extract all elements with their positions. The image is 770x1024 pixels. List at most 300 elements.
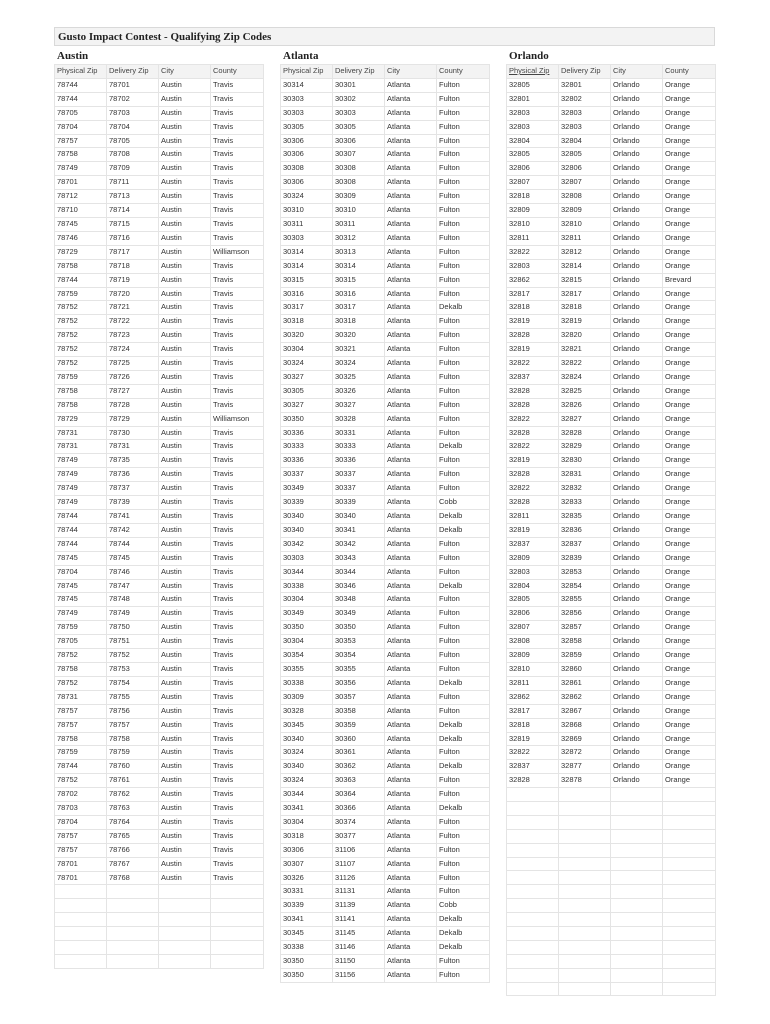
county-cell: Fulton [437, 885, 490, 899]
physical-zip-cell: 30350 [281, 412, 333, 426]
delivery-zip-cell: 32836 [559, 523, 611, 537]
physical-zip-cell: 32828 [507, 398, 559, 412]
delivery-zip-cell: 78762 [107, 788, 159, 802]
delivery-zip-cell: 30366 [333, 802, 385, 816]
county-cell: Orange [663, 607, 716, 621]
table-header-row [55, 65, 264, 79]
delivery-zip-cell: 30331 [333, 426, 385, 440]
county-cell: Travis [211, 315, 264, 329]
delivery-zip-cell: 32821 [559, 343, 611, 357]
city-cell: Atlanta [385, 843, 437, 857]
county-cell: Travis [211, 106, 264, 120]
table-row [55, 343, 264, 357]
physical-zip-cell: 78749 [55, 496, 107, 510]
city-cell: Austin [159, 607, 211, 621]
physical-zip-cell: 32801 [507, 92, 559, 106]
table-row [281, 579, 490, 593]
physical-zip-cell: 30328 [281, 704, 333, 718]
table-row [281, 565, 490, 579]
table-row [55, 815, 264, 829]
city-cell: Austin [159, 440, 211, 454]
delivery-zip-cell: 78728 [107, 398, 159, 412]
physical-zip-cell: 78744 [55, 92, 107, 106]
physical-zip-cell: 32837 [507, 760, 559, 774]
delivery-zip-cell: 31156 [333, 968, 385, 982]
delivery-zip-cell: 30327 [333, 398, 385, 412]
county-cell: Dekalb [437, 913, 490, 927]
city-cell: Atlanta [385, 343, 437, 357]
delivery-zip-cell: 30344 [333, 565, 385, 579]
table-row [281, 885, 490, 899]
table-row [281, 370, 490, 384]
county-cell: Orange [663, 315, 716, 329]
county-cell: Orange [663, 384, 716, 398]
header-county: County [437, 65, 490, 79]
delivery-zip-cell: 78747 [107, 579, 159, 593]
city-cell: Orlando [611, 231, 663, 245]
table-header-row [507, 65, 716, 79]
table-row [281, 537, 490, 551]
table-row [507, 732, 716, 746]
empty-cell [507, 843, 559, 857]
county-cell: Travis [211, 690, 264, 704]
city-cell: Orlando [611, 134, 663, 148]
physical-zip-cell: 30317 [281, 301, 333, 315]
city-cell: Atlanta [385, 955, 437, 969]
table-row [281, 802, 490, 816]
county-cell: Orange [663, 565, 716, 579]
physical-zip-cell: 30340 [281, 523, 333, 537]
table-row [281, 510, 490, 524]
delivery-zip-cell: 78767 [107, 857, 159, 871]
delivery-zip-cell: 78757 [107, 718, 159, 732]
delivery-zip-cell: 31150 [333, 955, 385, 969]
empty-row [507, 857, 716, 871]
table-row [507, 176, 716, 190]
city-cell: Austin [159, 496, 211, 510]
city-cell: Atlanta [385, 523, 437, 537]
physical-zip-cell: 30316 [281, 287, 333, 301]
physical-zip-cell: 78752 [55, 357, 107, 371]
physical-zip-cell: 32828 [507, 426, 559, 440]
table-row [281, 204, 490, 218]
county-cell: Dekalb [437, 510, 490, 524]
county-cell: Fulton [437, 968, 490, 982]
empty-row [507, 885, 716, 899]
city-cell: Atlanta [385, 607, 437, 621]
physical-zip-cell: 78729 [55, 412, 107, 426]
county-cell: Travis [211, 788, 264, 802]
empty-cell [663, 968, 716, 982]
delivery-zip-cell: 32832 [559, 482, 611, 496]
city-cell: Orlando [611, 412, 663, 426]
table-row [55, 802, 264, 816]
delivery-zip-cell: 78709 [107, 162, 159, 176]
table-row [507, 384, 716, 398]
table-row [507, 148, 716, 162]
county-cell: Dekalb [437, 732, 490, 746]
county-cell: Fulton [437, 829, 490, 843]
empty-cell [507, 899, 559, 913]
table-row [281, 871, 490, 885]
city-cell: Austin [159, 718, 211, 732]
physical-zip-cell: 30314 [281, 78, 333, 92]
delivery-zip-cell: 78752 [107, 649, 159, 663]
physical-zip-cell: 32822 [507, 746, 559, 760]
county-cell: Fulton [437, 162, 490, 176]
county-cell: Orange [663, 732, 716, 746]
physical-zip-cell: 30338 [281, 579, 333, 593]
city-cell: Orlando [611, 78, 663, 92]
county-cell: Fulton [437, 329, 490, 343]
city-cell: Orlando [611, 662, 663, 676]
empty-cell [611, 802, 663, 816]
table-row [55, 704, 264, 718]
table-row [55, 148, 264, 162]
county-cell: Fulton [437, 468, 490, 482]
delivery-zip-cell: 78731 [107, 440, 159, 454]
county-cell: Orange [663, 426, 716, 440]
physical-zip-cell: 78759 [55, 287, 107, 301]
county-cell: Travis [211, 746, 264, 760]
city-cell: Austin [159, 134, 211, 148]
delivery-zip-cell: 30314 [333, 259, 385, 273]
city-cell: Austin [159, 426, 211, 440]
empty-cell [107, 927, 159, 941]
empty-cell [211, 913, 264, 927]
physical-zip-cell: 32817 [507, 704, 559, 718]
county-cell: Travis [211, 176, 264, 190]
physical-zip-cell: 32806 [507, 607, 559, 621]
table-row [507, 718, 716, 732]
table-row [281, 217, 490, 231]
empty-cell [663, 982, 716, 996]
table-row [55, 593, 264, 607]
physical-zip-cell: 78757 [55, 829, 107, 843]
county-cell: Orange [663, 162, 716, 176]
physical-zip-cell: 30315 [281, 273, 333, 287]
county-cell: Fulton [437, 273, 490, 287]
delivery-zip-cell: 30359 [333, 718, 385, 732]
delivery-zip-cell: 32814 [559, 259, 611, 273]
physical-zip-cell: 30338 [281, 676, 333, 690]
table-row [281, 190, 490, 204]
physical-zip-cell: 78749 [55, 162, 107, 176]
delivery-zip-cell: 32824 [559, 370, 611, 384]
delivery-zip-cell: 32826 [559, 398, 611, 412]
delivery-zip-cell: 78759 [107, 746, 159, 760]
delivery-zip-cell: 31145 [333, 927, 385, 941]
empty-cell [611, 815, 663, 829]
physical-zip-cell: 30306 [281, 148, 333, 162]
table-row [507, 315, 716, 329]
physical-zip-cell: 32828 [507, 468, 559, 482]
empty-cell [507, 968, 559, 982]
county-cell: Fulton [437, 482, 490, 496]
delivery-zip-cell: 30325 [333, 370, 385, 384]
physical-zip-cell: 30349 [281, 607, 333, 621]
physical-zip-cell: 78744 [55, 510, 107, 524]
table-row [281, 162, 490, 176]
delivery-zip-cell: 78708 [107, 148, 159, 162]
county-cell: Orange [663, 287, 716, 301]
city-cell: Orlando [611, 510, 663, 524]
delivery-zip-cell: 78725 [107, 357, 159, 371]
table-row [507, 343, 716, 357]
delivery-zip-cell: 78751 [107, 635, 159, 649]
city-cell: Orlando [611, 635, 663, 649]
delivery-zip-cell: 78704 [107, 120, 159, 134]
table-row [281, 732, 490, 746]
delivery-zip-cell: 31107 [333, 857, 385, 871]
city-cell: Austin [159, 190, 211, 204]
delivery-zip-cell: 32868 [559, 718, 611, 732]
physical-zip-cell: 30337 [281, 468, 333, 482]
county-cell: Fulton [437, 621, 490, 635]
header-delivery-zip: Delivery Zip [333, 65, 385, 79]
delivery-zip-cell: 78737 [107, 482, 159, 496]
delivery-zip-cell: 31106 [333, 843, 385, 857]
empty-cell [559, 815, 611, 829]
table-row [507, 454, 716, 468]
city-cell: Atlanta [385, 760, 437, 774]
city-cell: Austin [159, 92, 211, 106]
city-cell: Austin [159, 468, 211, 482]
city-cell: Orlando [611, 482, 663, 496]
city-cell: Orlando [611, 551, 663, 565]
table-row [55, 635, 264, 649]
physical-zip-cell: 30303 [281, 231, 333, 245]
city-cell: Austin [159, 593, 211, 607]
section-title-austin: Austin [57, 50, 89, 62]
city-cell: Atlanta [385, 78, 437, 92]
physical-zip-cell: 78752 [55, 676, 107, 690]
delivery-zip-cell: 31139 [333, 899, 385, 913]
delivery-zip-cell: 32862 [559, 690, 611, 704]
table-row [55, 162, 264, 176]
physical-zip-cell: 78757 [55, 718, 107, 732]
city-cell: Austin [159, 704, 211, 718]
table-row [55, 315, 264, 329]
physical-zip-cell: 32819 [507, 343, 559, 357]
city-cell: Orlando [611, 301, 663, 315]
county-cell: Fulton [437, 384, 490, 398]
empty-cell [611, 843, 663, 857]
delivery-zip-cell: 78739 [107, 496, 159, 510]
city-cell: Atlanta [385, 941, 437, 955]
physical-zip-cell: 30314 [281, 259, 333, 273]
delivery-zip-cell: 30362 [333, 760, 385, 774]
empty-cell [611, 927, 663, 941]
city-cell: Orlando [611, 287, 663, 301]
delivery-zip-cell: 78760 [107, 760, 159, 774]
physical-zip-cell: 30305 [281, 120, 333, 134]
county-cell: Orange [663, 329, 716, 343]
city-cell: Austin [159, 315, 211, 329]
table-row [281, 496, 490, 510]
city-cell: Atlanta [385, 482, 437, 496]
empty-cell [559, 871, 611, 885]
county-cell: Orange [663, 593, 716, 607]
city-cell: Austin [159, 649, 211, 663]
delivery-zip-cell: 30356 [333, 676, 385, 690]
county-cell: Orange [663, 217, 716, 231]
empty-cell [507, 857, 559, 871]
physical-zip-cell: 30314 [281, 245, 333, 259]
table-row [281, 955, 490, 969]
county-cell: Orange [663, 537, 716, 551]
delivery-zip-cell: 30341 [333, 523, 385, 537]
physical-zip-cell: 30345 [281, 718, 333, 732]
delivery-zip-cell: 30324 [333, 357, 385, 371]
county-cell: Travis [211, 857, 264, 871]
physical-zip-cell: 32822 [507, 412, 559, 426]
empty-cell [107, 899, 159, 913]
empty-cell [55, 885, 107, 899]
table-row [55, 190, 264, 204]
county-cell: Orange [663, 482, 716, 496]
county-cell: Travis [211, 662, 264, 676]
table-row [507, 259, 716, 273]
delivery-zip-cell: 78723 [107, 329, 159, 343]
county-cell: Travis [211, 301, 264, 315]
city-cell: Austin [159, 329, 211, 343]
empty-cell [611, 871, 663, 885]
physical-zip-cell: 32808 [507, 635, 559, 649]
city-cell: Atlanta [385, 732, 437, 746]
city-cell: Orlando [611, 384, 663, 398]
city-cell: Atlanta [385, 148, 437, 162]
table-row [55, 273, 264, 287]
table-row [55, 523, 264, 537]
city-cell: Atlanta [385, 788, 437, 802]
delivery-zip-cell: 78717 [107, 245, 159, 259]
table-row [281, 829, 490, 843]
delivery-zip-cell: 32804 [559, 134, 611, 148]
county-cell: Fulton [437, 788, 490, 802]
county-cell: Fulton [437, 412, 490, 426]
physical-zip-cell: 78758 [55, 662, 107, 676]
table-row [281, 649, 490, 663]
table-row [55, 843, 264, 857]
physical-zip-cell: 78757 [55, 843, 107, 857]
delivery-zip-cell: 32805 [559, 148, 611, 162]
city-cell: Atlanta [385, 649, 437, 663]
delivery-zip-cell: 30318 [333, 315, 385, 329]
city-cell: Atlanta [385, 120, 437, 134]
city-cell: Atlanta [385, 676, 437, 690]
empty-row [55, 913, 264, 927]
physical-zip-cell: 78744 [55, 78, 107, 92]
city-cell: Atlanta [385, 968, 437, 982]
city-cell: Austin [159, 537, 211, 551]
physical-zip-cell: 30318 [281, 315, 333, 329]
county-cell: Orange [663, 690, 716, 704]
physical-zip-cell: 78758 [55, 384, 107, 398]
city-cell: Orlando [611, 579, 663, 593]
empty-cell [611, 982, 663, 996]
empty-cell [663, 815, 716, 829]
table-row [55, 398, 264, 412]
city-cell: Orlando [611, 148, 663, 162]
section-title-orlando: Orlando [509, 50, 549, 62]
county-cell: Orange [663, 120, 716, 134]
city-cell: Orlando [611, 607, 663, 621]
delivery-zip-cell: 78758 [107, 732, 159, 746]
county-cell: Orange [663, 398, 716, 412]
city-cell: Atlanta [385, 537, 437, 551]
county-cell: Cobb [437, 496, 490, 510]
empty-row [507, 968, 716, 982]
table-row [507, 370, 716, 384]
empty-cell [159, 885, 211, 899]
empty-cell [55, 913, 107, 927]
table-row [281, 704, 490, 718]
empty-cell [611, 899, 663, 913]
physical-zip-cell: 78752 [55, 343, 107, 357]
city-cell: Austin [159, 176, 211, 190]
county-cell: Orange [663, 718, 716, 732]
delivery-zip-cell: 30328 [333, 412, 385, 426]
table-row [55, 259, 264, 273]
city-cell: Orlando [611, 690, 663, 704]
county-cell: Travis [211, 843, 264, 857]
delivery-zip-cell: 31126 [333, 871, 385, 885]
empty-cell [559, 954, 611, 968]
delivery-zip-cell: 78741 [107, 510, 159, 524]
empty-cell [159, 941, 211, 955]
city-cell: Orlando [611, 259, 663, 273]
delivery-zip-cell: 78705 [107, 134, 159, 148]
delivery-zip-cell: 30374 [333, 815, 385, 829]
delivery-zip-cell: 78764 [107, 815, 159, 829]
physical-zip-cell: 78752 [55, 315, 107, 329]
city-cell: Atlanta [385, 746, 437, 760]
table-row [507, 190, 716, 204]
physical-zip-cell: 32809 [507, 204, 559, 218]
table-row [55, 774, 264, 788]
county-cell: Fulton [437, 843, 490, 857]
physical-zip-cell: 32809 [507, 649, 559, 663]
table-row [55, 829, 264, 843]
city-cell: Atlanta [385, 454, 437, 468]
county-cell: Fulton [437, 148, 490, 162]
table-row [507, 760, 716, 774]
delivery-zip-cell: 78730 [107, 426, 159, 440]
city-cell: Atlanta [385, 357, 437, 371]
physical-zip-cell: 30305 [281, 384, 333, 398]
delivery-zip-cell: 32859 [559, 649, 611, 663]
physical-zip-cell: 30324 [281, 746, 333, 760]
county-cell: Travis [211, 510, 264, 524]
physical-zip-cell: 30341 [281, 913, 333, 927]
city-cell: Atlanta [385, 426, 437, 440]
city-cell: Austin [159, 357, 211, 371]
county-cell: Fulton [437, 343, 490, 357]
county-cell: Orange [663, 78, 716, 92]
delivery-zip-cell: 32810 [559, 217, 611, 231]
city-cell: Orlando [611, 565, 663, 579]
table-row [55, 329, 264, 343]
city-cell: Orlando [611, 343, 663, 357]
delivery-zip-cell: 78713 [107, 190, 159, 204]
county-cell: Travis [211, 593, 264, 607]
empty-cell [55, 941, 107, 955]
county-cell: Fulton [437, 106, 490, 120]
empty-row [507, 899, 716, 913]
county-cell: Orange [663, 92, 716, 106]
county-cell: Fulton [437, 607, 490, 621]
